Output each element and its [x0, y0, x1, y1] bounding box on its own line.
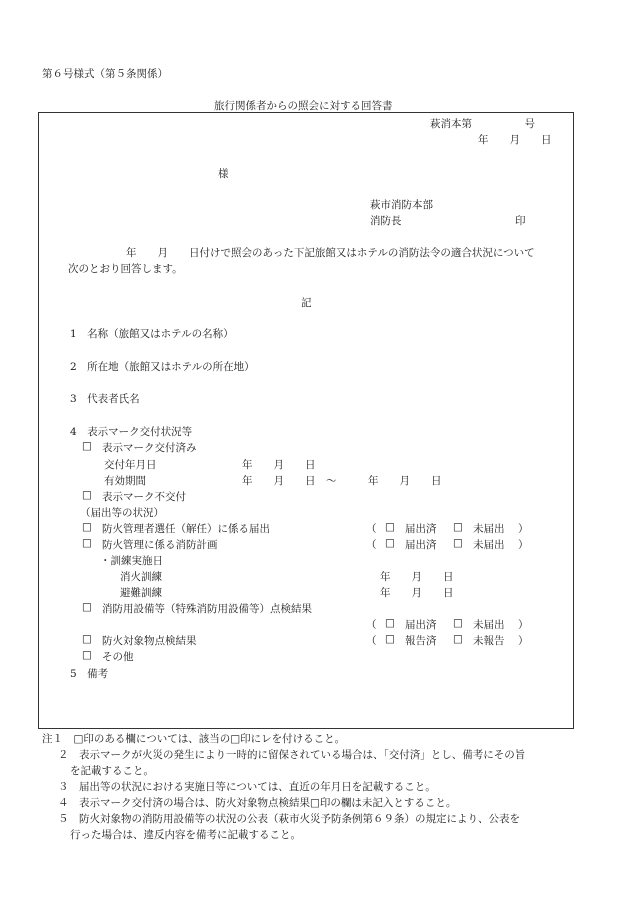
training-date-heading: ・訓練実施日 — [100, 555, 163, 567]
note-5-line-1: ５ 防火対象物の消防用設備等の状況の公表（萩市火災予防条例第６９条）の規定により、公表を — [58, 813, 520, 825]
item-4-mark-status: 4 表示マーク交付状況等 — [70, 426, 193, 438]
seal-mark: 印 — [515, 215, 526, 227]
equipment-inspection-label: 消防用設備等（特殊消防用設備等）点検結果 — [102, 603, 312, 615]
mark-issued-label: 表示マーク交付済み — [102, 442, 197, 454]
fire-manager-label: 防火管理者選任（解任）に係る届出 — [102, 523, 270, 535]
checkbox-equipment-not-submitted[interactable]: □ — [453, 617, 463, 629]
checkbox-other[interactable]: □ — [82, 649, 92, 661]
checkbox-equipment-submitted[interactable]: □ — [385, 617, 395, 629]
fire-manager-submitted: 届出済 — [405, 523, 437, 535]
fire-plan-label: 防火管理に係る消防計画 — [102, 539, 218, 551]
note-1: 注１ □印のある欄については、該当の□印にレを付けること。 — [42, 733, 346, 745]
notification-status-heading: （届出等の状況） — [80, 507, 164, 519]
item-5-remarks: 5 備考 — [70, 668, 109, 680]
fire-drill-label: 消火訓練 — [120, 571, 162, 583]
valid-period-value: 年 月 日 ～ 年 月 日 — [242, 475, 442, 487]
paren-close: ） — [518, 619, 529, 631]
issuer-org: 萩市消防本部 — [370, 199, 433, 211]
checkbox-object-inspection[interactable]: □ — [82, 633, 92, 645]
checkbox-equipment-inspection[interactable]: □ — [82, 601, 92, 613]
paren-open: （ — [366, 539, 377, 551]
checkbox-object-reported[interactable]: □ — [385, 633, 395, 645]
checkbox-fire-plan-not-submitted[interactable]: □ — [453, 537, 463, 549]
paren-close: ） — [518, 523, 529, 535]
document-title: 旅行関係者からの照会に対する回答書 — [214, 100, 393, 112]
evacuation-drill-date: 年 月 日 — [380, 587, 454, 599]
note-2-line-2: を記載すること。 — [70, 765, 154, 777]
document-number: 萩消本第 号 — [430, 118, 535, 130]
issue-date-label: 交付年月日 — [104, 459, 157, 471]
paren-open: （ — [366, 635, 377, 647]
paren-open: （ — [366, 523, 377, 535]
mark-not-issued-label: 表示マーク不交付 — [102, 491, 186, 503]
intro-line-1: 年 月 日付けで照会のあった下記旅館又はホテルの消防法令の適合状況について — [126, 247, 535, 259]
fire-plan-submitted: 届出済 — [405, 539, 437, 551]
evacuation-drill-label: 避難訓練 — [120, 587, 162, 599]
note-3: ３ 届出等の状況における実施日等については、直近の年月日を記載すること。 — [58, 781, 436, 793]
checkbox-fire-plan[interactable]: □ — [82, 537, 92, 549]
checkbox-fire-plan-submitted[interactable]: □ — [385, 537, 395, 549]
paren-open: （ — [366, 619, 377, 631]
intro-line-2: 次のとおり回答します。 — [68, 263, 183, 275]
item-1-name: 1 名称（旅館又はホテルの名称） — [70, 328, 234, 340]
other-label: その他 — [102, 651, 134, 663]
document-date: 年 月 日 — [478, 134, 552, 146]
issue-date-value: 年 月 日 — [242, 459, 316, 471]
equipment-not-submitted: 未届出 — [473, 619, 505, 631]
paren-close: ） — [518, 635, 529, 647]
fire-manager-not-submitted: 未届出 — [473, 523, 505, 535]
checkbox-object-not-reported[interactable]: □ — [453, 633, 463, 645]
note-5-line-2: 行った場合は、違反内容を備考に記載すること。 — [70, 829, 301, 841]
note-4: ４ 表示マーク交付済の場合は、防火対象物点検結果□印の欄は未記入とすること。 — [58, 797, 457, 809]
paren-close: ） — [518, 539, 529, 551]
equipment-submitted: 届出済 — [405, 619, 437, 631]
addressee-sama: 様 — [218, 168, 229, 180]
item-3-representative: 3 代表者氏名 — [70, 393, 140, 405]
note-2-line-1: ２ 表示マークが火災の発生により一時的に留保されている場合は、「交付済」とし、備考にその旨 — [58, 749, 526, 761]
object-inspection-label: 防火対象物点検結果 — [102, 635, 197, 647]
checkbox-fire-manager-submitted[interactable]: □ — [385, 521, 395, 533]
item-2-address: 2 所在地（旅館又はホテルの所在地） — [70, 361, 255, 373]
object-not-reported: 未報告 — [473, 635, 505, 647]
checkbox-mark-not-issued[interactable]: □ — [82, 489, 92, 501]
fire-drill-date: 年 月 日 — [380, 571, 454, 583]
fire-plan-not-submitted: 未届出 — [473, 539, 505, 551]
ki-heading: 記 — [301, 297, 312, 309]
checkbox-mark-issued[interactable]: □ — [82, 440, 92, 452]
checkbox-fire-manager-not-submitted[interactable]: □ — [453, 521, 463, 533]
issuer-title: 消防長 — [370, 215, 402, 227]
form-number: 第６号様式（第５条関係） — [42, 68, 168, 80]
object-reported: 報告済 — [405, 635, 437, 647]
checkbox-fire-manager[interactable]: □ — [82, 521, 92, 533]
valid-period-label: 有効期間 — [104, 475, 146, 487]
